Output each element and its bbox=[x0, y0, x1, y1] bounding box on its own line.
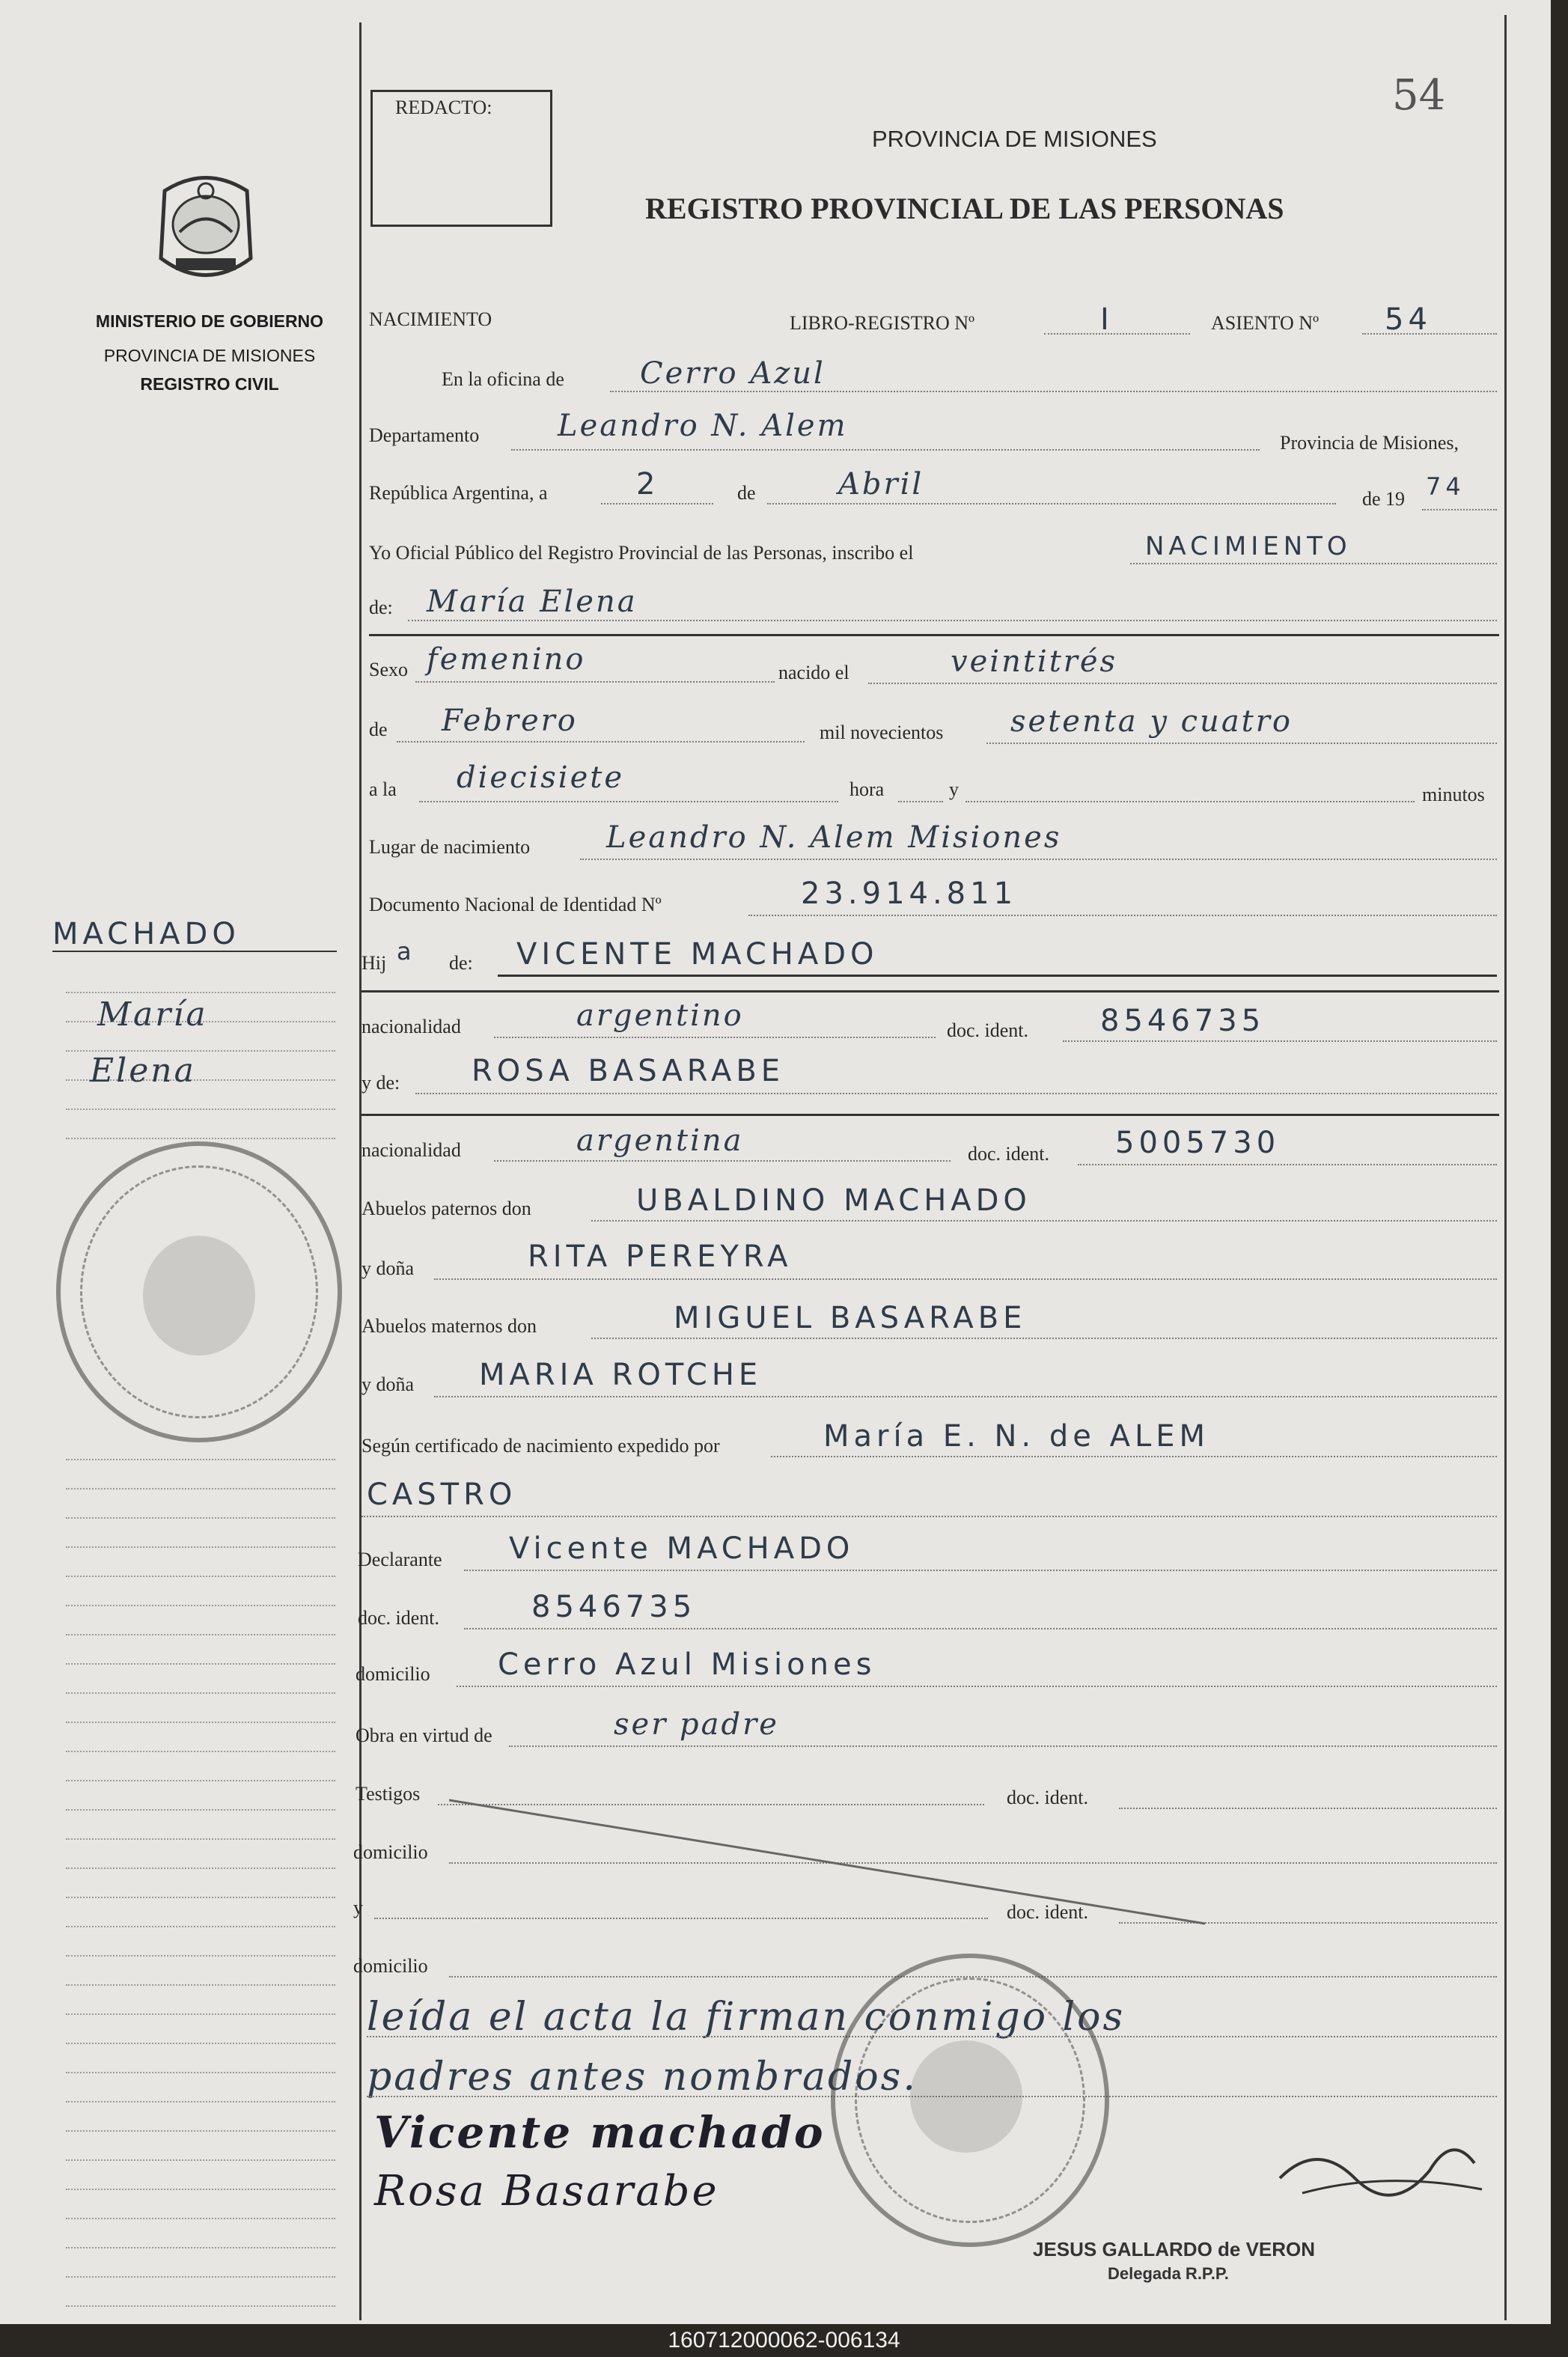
label-hora: hora bbox=[849, 778, 885, 800]
left-margin-line bbox=[66, 1576, 335, 1577]
dotted-line bbox=[1130, 563, 1497, 564]
dotted-line bbox=[494, 1160, 951, 1162]
signature-mother: Rosa Basarabe bbox=[374, 2167, 719, 2216]
left-margin-line bbox=[66, 1984, 335, 1986]
value-acto: NACIMIENTO bbox=[1145, 531, 1352, 561]
dotted-line bbox=[1044, 333, 1190, 335]
dotted-line bbox=[434, 1278, 1497, 1280]
label-domicilio1: domicilio bbox=[356, 1663, 430, 1685]
left-margin-line bbox=[66, 1867, 335, 1869]
dotted-line bbox=[415, 681, 775, 683]
official-seal-stamp-bottom bbox=[831, 1954, 1109, 2247]
value-madre: ROSA BASARABE bbox=[472, 1054, 785, 1088]
left-margin-line bbox=[66, 1663, 335, 1665]
label-obra: Obra en virtud de bbox=[356, 1725, 492, 1746]
margin-name-2: Elena bbox=[90, 1052, 196, 1090]
value-dia: 2 bbox=[636, 467, 660, 501]
dotted-line bbox=[771, 1456, 1497, 1457]
label-documento: Documento Nacional de Identidad Nº bbox=[369, 894, 662, 915]
label-y_dona2: y doña bbox=[362, 1373, 415, 1395]
province-header: PROVINCIA DE MISIONES bbox=[872, 126, 1157, 152]
ministry-line-1: MINISTERIO DE GOBIERNO bbox=[95, 311, 324, 331]
page-number: 54 bbox=[1392, 71, 1446, 120]
left-margin-line bbox=[66, 2276, 335, 2278]
left-margin-line bbox=[66, 2159, 335, 2161]
value-declarante: Vicente MACHADO bbox=[509, 1531, 855, 1566]
label-departamento: Departamento bbox=[369, 424, 480, 446]
label-y: y bbox=[949, 778, 959, 800]
value-certificado_por_2: CASTRO bbox=[367, 1478, 517, 1512]
left-margin-line bbox=[66, 2101, 335, 2103]
official-seal-stamp-left bbox=[56, 1141, 342, 1442]
label-hijo_de: de: bbox=[449, 952, 473, 974]
left-margin-line bbox=[66, 1488, 335, 1489]
dotted-line bbox=[748, 915, 1497, 916]
left-margin-line bbox=[66, 992, 335, 993]
value-oficina: Cerro Azul bbox=[640, 356, 826, 391]
dotted-line bbox=[580, 859, 1497, 860]
left-margin-line bbox=[66, 1605, 335, 1606]
left-margin-line bbox=[66, 1517, 335, 1519]
dotted-line bbox=[464, 1570, 1497, 1571]
label-abuelos_p: Abuelos paternos don bbox=[362, 1198, 531, 1219]
label-sexo: Sexo bbox=[369, 659, 408, 680]
dotted-line bbox=[511, 449, 1260, 451]
value-abuelo_p: UBALDINO MACHADO bbox=[636, 1183, 1031, 1218]
dotted-line bbox=[362, 1516, 1497, 1517]
left-margin-line bbox=[66, 1780, 335, 1781]
value-abuelo_m: MIGUEL BASARABE bbox=[674, 1301, 1027, 1335]
label-domicilio3: domicilio bbox=[353, 1955, 428, 1977]
label-nacimiento: NACIMIENTO bbox=[369, 308, 492, 330]
label-oficina: En la oficina de bbox=[442, 368, 564, 390]
dotted-line bbox=[494, 1037, 936, 1038]
left-margin-line bbox=[66, 1109, 335, 1110]
label-de: de bbox=[737, 482, 756, 504]
signature-father: Vicente machado bbox=[374, 2107, 826, 2158]
value-nacido_mes: Febrero bbox=[442, 704, 578, 738]
right-border-line bbox=[1504, 15, 1507, 2320]
left-margin-line bbox=[66, 2189, 335, 2190]
left-margin-line bbox=[66, 2013, 335, 2015]
left-margin-line bbox=[66, 2043, 335, 2044]
label-de_colon: de: bbox=[369, 597, 393, 618]
dotted-line bbox=[1063, 1040, 1497, 1042]
value-certificado_por: María E. N. de ALEM bbox=[823, 1419, 1210, 1454]
label-abuelos_m: Abuelos maternos don bbox=[362, 1315, 537, 1337]
label-yo_oficial: Yo Oficial Público del Registro Provincial de las Personas, inscribo el bbox=[369, 542, 914, 564]
value-nacido_anio: setenta y cuatro bbox=[1010, 704, 1293, 739]
value-abuela_p: RITA PEREYRA bbox=[528, 1240, 793, 1274]
label-doc_ident1: doc. ident. bbox=[947, 1019, 1029, 1041]
label-de2: de bbox=[369, 719, 388, 740]
dotted-line bbox=[610, 391, 1497, 392]
left-margin-line bbox=[66, 1897, 335, 1898]
label-nacionalidad1: nacionalidad bbox=[362, 1016, 461, 1037]
label-minutos: minutos bbox=[1422, 784, 1485, 805]
left-margin-line bbox=[66, 1955, 335, 1957]
value-hijo_letra: a bbox=[397, 937, 416, 966]
label-asiento: ASIENTO Nº bbox=[1211, 312, 1320, 334]
label-testigos: Testigos bbox=[356, 1783, 421, 1805]
label-a_la: a la bbox=[369, 778, 397, 800]
value-madre_nacionalidad: argentina bbox=[576, 1123, 744, 1158]
left-margin-line bbox=[66, 2130, 335, 2132]
margin-name-1: María bbox=[97, 995, 208, 1034]
dotted-line bbox=[408, 620, 1497, 621]
document-id-footer: 160712000062-006134 bbox=[0, 2324, 1568, 2357]
left-margin-line bbox=[66, 1722, 335, 1723]
dotted-line bbox=[1422, 509, 1497, 510]
left-margin-line bbox=[66, 1138, 335, 1139]
value-asiento: 54 bbox=[1385, 302, 1432, 337]
dotted-line bbox=[898, 801, 943, 802]
dotted-line bbox=[601, 503, 713, 504]
dotted-line bbox=[965, 801, 1415, 802]
label-provincia: Provincia de Misiones, bbox=[1280, 432, 1459, 454]
left-margin-line bbox=[66, 2247, 335, 2248]
official-signature-scribble bbox=[1272, 2126, 1497, 2212]
dotted-line bbox=[1078, 1164, 1497, 1165]
dotted-line bbox=[397, 741, 805, 743]
label-doc_ident4: doc. ident. bbox=[1007, 1787, 1089, 1808]
value-padre: VICENTE MACHADO bbox=[516, 937, 879, 972]
dotted-line bbox=[434, 1396, 1497, 1397]
value-mes: Abril bbox=[838, 467, 924, 501]
left-margin-line bbox=[66, 1926, 335, 1927]
left-margin-line bbox=[66, 1459, 335, 1460]
label-republica: República Argentina, a bbox=[369, 482, 548, 504]
value-anio: 74 bbox=[1426, 472, 1465, 501]
closing-note-line-1: leída el acta la firman conmigo los bbox=[367, 1995, 1126, 2040]
solid-line bbox=[362, 990, 1499, 992]
label-segun: Según certificado de nacimiento expedido por bbox=[362, 1435, 720, 1457]
left-margin-line bbox=[66, 1634, 335, 1635]
label-nacionalidad2: nacionalidad bbox=[362, 1139, 461, 1161]
dotted-line bbox=[591, 1338, 1497, 1339]
value-libro: I bbox=[1100, 302, 1114, 337]
left-margin-line bbox=[66, 2072, 335, 2073]
label-y_de: y de: bbox=[362, 1072, 400, 1094]
testigos-strike-line bbox=[449, 1793, 1212, 1942]
value-lugar: Leandro N. Alem Misiones bbox=[606, 820, 1062, 855]
left-margin-line bbox=[66, 1546, 335, 1548]
label-y_dona1: y doña bbox=[362, 1257, 415, 1279]
label-doc_ident2: doc. ident. bbox=[968, 1143, 1050, 1165]
dotted-line bbox=[419, 801, 838, 802]
dotted-line bbox=[464, 1628, 1497, 1629]
label-y2: y bbox=[353, 1897, 363, 1918]
registry-title: REGISTRO PROVINCIAL DE LAS PERSONAS bbox=[645, 192, 1284, 225]
official-stamp-name: JESUS GALLARDO de VERON bbox=[1033, 2238, 1316, 2260]
value-padre_nacionalidad: argentino bbox=[576, 998, 744, 1033]
left-margin-line bbox=[66, 1809, 335, 1811]
left-margin-line bbox=[66, 1838, 335, 1840]
solid-line bbox=[362, 1114, 1499, 1116]
solid-line bbox=[498, 975, 1497, 977]
left-margin-line bbox=[66, 1692, 335, 1694]
redacto-box bbox=[370, 90, 552, 227]
left-margin-line bbox=[66, 1751, 335, 1752]
left-margin-line bbox=[66, 2305, 335, 2307]
margin-surname: MACHADO bbox=[52, 917, 240, 951]
redacto-label: REDACTO: bbox=[395, 97, 492, 118]
value-hora: diecisiete bbox=[457, 760, 625, 795]
label-de_19: de 19 bbox=[1362, 488, 1406, 510]
value-nombre: María Elena bbox=[427, 585, 638, 619]
label-nacido: nacido el bbox=[778, 662, 849, 683]
left-margin-line bbox=[66, 2218, 335, 2219]
value-abuela_m: MARIA ROTCHE bbox=[479, 1358, 763, 1392]
value-madre_doc: 5005730 bbox=[1115, 1126, 1281, 1160]
value-padre_doc: 8546735 bbox=[1100, 1004, 1266, 1038]
closing-note-line-2: padres antes nombrados. bbox=[367, 2055, 918, 2100]
label-lugar: Lugar de nacimiento bbox=[369, 836, 531, 858]
coat-of-arms-emblem bbox=[150, 168, 262, 288]
dotted-line bbox=[767, 503, 1336, 504]
value-declarante_doc: 8546735 bbox=[531, 1590, 697, 1624]
label-doc_ident5: doc. ident. bbox=[1007, 1901, 1089, 1923]
value-obra: ser padre bbox=[614, 1707, 779, 1742]
ministry-line-2: PROVINCIA DE MISIONES bbox=[103, 346, 316, 365]
dotted-line bbox=[868, 683, 1497, 684]
dotted-line bbox=[591, 1220, 1497, 1222]
value-sexo: femenino bbox=[427, 642, 586, 677]
value-nacido_dia: veintitrés bbox=[951, 644, 1118, 679]
label-mil: mil novecientos bbox=[820, 722, 944, 743]
dotted-line bbox=[986, 743, 1497, 744]
value-departamento: Leandro N. Alem bbox=[558, 409, 848, 443]
dotted-line bbox=[509, 1745, 1497, 1747]
value-domicilio: Cerro Azul Misiones bbox=[498, 1647, 876, 1682]
label-doc_ident3: doc. ident. bbox=[358, 1607, 440, 1629]
label-libro: LIBRO-REGISTRO Nº bbox=[790, 312, 975, 334]
dotted-line bbox=[457, 1686, 1497, 1687]
ministry-line-3: REGISTRO CIVIL bbox=[140, 374, 279, 394]
official-stamp-role: Delegada R.P.P. bbox=[1108, 2264, 1229, 2283]
label-declarante: Declarante bbox=[358, 1549, 442, 1570]
label-domicilio2: domicilio bbox=[353, 1841, 428, 1863]
dotted-line bbox=[415, 1093, 1497, 1094]
margin-surname-underline bbox=[52, 951, 337, 952]
value-dni: 23.914.811 bbox=[801, 876, 1018, 911]
solid-line bbox=[369, 634, 1499, 636]
label-hijo: Hij bbox=[362, 952, 387, 974]
